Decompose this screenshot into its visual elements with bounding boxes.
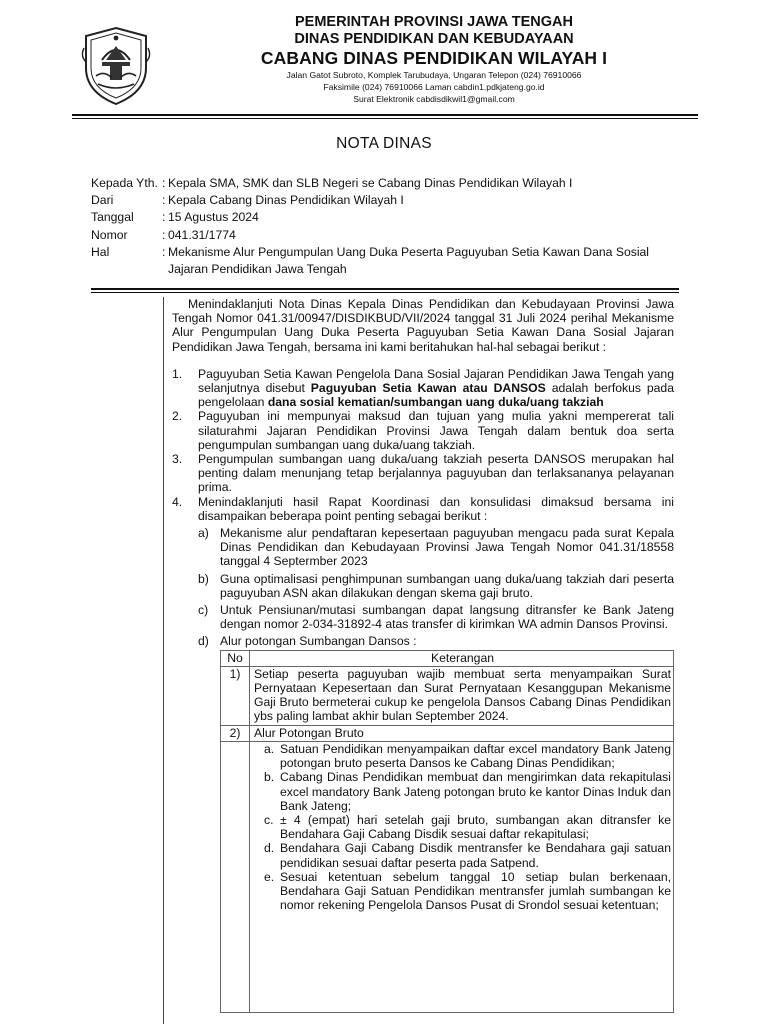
list-item — [172, 409, 674, 452]
field-label: Dari — [91, 193, 114, 208]
text-run: Paguyuban Setia Kawan Pengelola Dana Sosial Jajaran Pendidikan Jawa Tengah yang selanjutnya disebut — [198, 366, 674, 396]
sub-text: Guna optimalisasi penghimpunan sumbangan uang duka/uang takziah dari peserta paguyuban ASN akan dilakukan dengan skema gaji bruto. — [220, 571, 674, 600]
memo-header-fields — [91, 175, 691, 278]
field-colon: : — [162, 176, 166, 190]
margin-line — [163, 297, 164, 1024]
list-text: Menindaklanjuti hasil Rapat Koordinasi dan konsulidasi dimaksud bersama ini disampaikan beberapa point penting sebagai berikut : — [198, 494, 674, 523]
step-letter: b. — [264, 770, 275, 785]
step-letter: e. — [264, 869, 275, 884]
step-item — [264, 813, 671, 841]
sub-item — [198, 603, 674, 631]
section-divider — [91, 288, 679, 290]
intro-paragraph: Menindaklanjuti Nota Dinas Kepala Dinas Pendidikan dan Kebudayaan Provinsi Jawa Tengah Nomor 041.31/00947/DISDIKBUD/VII/2024 tanggal 31 Juli 2024 perihal Mekanisme Alur Pengumpulan Uang Duka Peserta Paguyuban Setia Kawan Dana Sosial Jajaran Pendidikan Jawa Tengah, bersama ini kami beritahukan hal-hal sebagai berikut : — [172, 297, 674, 354]
field-value: Kepala Cabang Dinas Pendidikan Wilayah I — [168, 193, 404, 208]
table-row — [221, 666, 674, 725]
field-colon: : — [162, 193, 166, 208]
table-cell-no: 2) — [221, 725, 250, 741]
list-number: 1. — [172, 366, 183, 381]
list-number: 2. — [172, 409, 183, 424]
sub-text: Alur potongan Sumbangan Dansos : — [220, 634, 417, 649]
table-cell-keterangan: Alur Potongan Bruto — [250, 725, 674, 741]
letterhead-department: DINAS PENDIDIKAN DAN KEBUDAYAAN — [294, 31, 574, 47]
bold-term-dansos: Paguyuban Setia Kawan atau DANSOS — [310, 381, 546, 396]
list-item — [172, 495, 674, 523]
memo-body — [172, 297, 674, 1013]
section-divider-thin — [91, 292, 679, 293]
table-header-row — [221, 650, 674, 666]
sub-list — [198, 526, 674, 649]
step-letter: a. — [264, 741, 275, 756]
letterhead-email: Surat Elektronik cabdisdikwil1@gmail.com — [353, 94, 515, 104]
table-cell-no-empty — [221, 741, 250, 1012]
step-text: ± 4 (empat) hari setelah gaji bruto, sumbangan akan ditransfer ke Bendahara Gaji Cabang Disdik sesuai daftar rekapitulasi; — [280, 812, 671, 842]
field-hal — [91, 244, 691, 278]
table-cell-keterangan: Setiap peserta paguyuban wajib membuat serta menyampaikan Surat Pernyataan Kepesertaan dan Surat Pernyataan Kesanggupan Mekanisme Gaji Bruto bermeterai cukup ke pengelola Dansos Cabang Dinas Pendidikan ybs paling lambat akhir bulan September 2024. — [250, 666, 674, 725]
procedure-table — [220, 650, 674, 1013]
table-row — [221, 741, 674, 1012]
field-value: 15 Agustus 2024 — [168, 210, 259, 225]
sub-text: Mekanisme alur pendaftaran kepesertaan paguyuban mengacu pada surat Kepala Dinas Pendidikan dan Kebudayaan Provinsi Jawa Tengah Nomor 041.31/18558 tanggal 4 Septermber 2023 — [220, 526, 674, 569]
sub-item — [198, 634, 674, 648]
field-kepada — [91, 175, 691, 192]
step-letter: d. — [264, 841, 275, 856]
field-value: Mekanisme Alur Pengumpulan Uang Duka Peserta Paguyuban Setia Kawan Dana Sosial Jajaran Pendidikan Jawa Tengah — [168, 244, 650, 277]
field-nomor — [91, 227, 691, 244]
table-row — [221, 725, 674, 741]
sub-item — [198, 572, 674, 600]
letterhead-divider — [72, 114, 698, 116]
field-tanggal — [91, 209, 691, 226]
step-item — [264, 742, 671, 770]
step-text: Bendahara Gaji Cabang Disdik mentransfer ke Bendahara gaji satuan pendidikan sesuai daftar peserta pada Satpend. — [280, 841, 671, 870]
list-text — [198, 367, 674, 410]
field-colon: : — [162, 210, 166, 225]
step-item — [264, 770, 671, 813]
list-item — [172, 452, 674, 495]
letterhead-divider-thin — [72, 118, 698, 119]
table-header-keterangan: Keterangan — [250, 650, 674, 666]
letterhead — [180, 14, 688, 105]
field-colon: : — [162, 244, 166, 259]
step-text: Satuan Pendidikan menyampaikan daftar excel mandatory Bank Jateng potongan bruto peserta Dansos ke Cabang Dinas Pendidikan; — [280, 741, 671, 771]
field-value: 041.31/1774 — [168, 227, 236, 242]
list-item — [172, 367, 674, 410]
step-item — [264, 841, 671, 869]
step-text: Cabang Dinas Pendidikan membuat dan mengirimkan data rekapitulasi excel mandatory Bank Jateng potongan bruto ke kantor Dinas Induk dan Bank Jateng; — [280, 770, 671, 813]
table-cell-no: 1) — [221, 666, 250, 725]
sub-text: Untuk Pensiunan/mutasi sumbangan dapat langsung ditransfer ke Bank Jateng dengan nomor 2-034-31892-4 atas transfer di kirimkan WA admin Dansos Provinsi. — [220, 603, 674, 632]
list-number: 4. — [172, 494, 183, 509]
bold-term-dana-sosial: dana sosial kematian/sumbangan uang duka/uang takziah — [267, 395, 604, 410]
field-label: Kepada Yth. — [91, 176, 158, 190]
document-title: NOTA DINAS — [336, 135, 432, 152]
sub-letter: a) — [198, 526, 209, 541]
letterhead-fax-website: Faksimile (024) 76910066 Laman cabdin1.pdkjateng.go.id — [323, 82, 545, 92]
field-dari — [91, 192, 691, 209]
field-value: Kepala SMA, SMK dan SLB Negeri se Cabang Dinas Pendidikan Wilayah I — [168, 176, 573, 190]
list-text: Pengumpulan sumbangan uang duka/uang takziah peserta DANSOS merupakan hal penting dalam menunjang tetap berjalannya paguyuban dan terlaksananya pelayanan prima. — [198, 452, 674, 495]
table-cell-steps — [250, 741, 674, 1012]
field-label: Tanggal — [91, 210, 134, 225]
sub-letter: d) — [198, 634, 209, 649]
text-run: adalah berfokus pada pengelolaan — [198, 381, 674, 410]
letterhead-address: Jalan Gatot Subroto, Komplek Tarubudaya, Ungaran Telepon (024) 76910066 — [286, 70, 582, 80]
letterhead-government: PEMERINTAH PROVINSI JAWA TENGAH — [295, 14, 573, 30]
step-letter: c. — [264, 812, 274, 827]
sub-letter: c) — [198, 603, 209, 618]
letterhead-office: CABANG DINAS PENDIDIKAN WILAYAH I — [260, 48, 608, 68]
step-item — [264, 870, 671, 913]
table-header-no: No — [221, 650, 250, 666]
field-colon: : — [162, 227, 166, 242]
sub-item — [198, 526, 674, 569]
sub-letter: b) — [198, 571, 209, 586]
step-text: Sesuai ketentuan sebelum tanggal 10 setiap bulan berkenaan, Bendahara Gaji Satuan Pendidikan mentransfer jumlah sumbangan ke nomor rekening Pengelola Dansos Pusat di Srondol sesuai ketentuan; — [280, 869, 671, 913]
list-text: Paguyuban ini mempunyai maksud dan tujuan yang mulia yakni mempererat tali silaturahmi Jajaran Pendidikan Provinsi Jawa Tengah dalam bentuk doa serta pengumpulan sumbangan uang duka/uang takziah. — [198, 409, 674, 452]
list-number: 3. — [172, 452, 183, 467]
field-label: Hal — [91, 244, 110, 259]
field-label: Nomor — [91, 227, 128, 242]
province-emblem-logo — [80, 26, 152, 106]
